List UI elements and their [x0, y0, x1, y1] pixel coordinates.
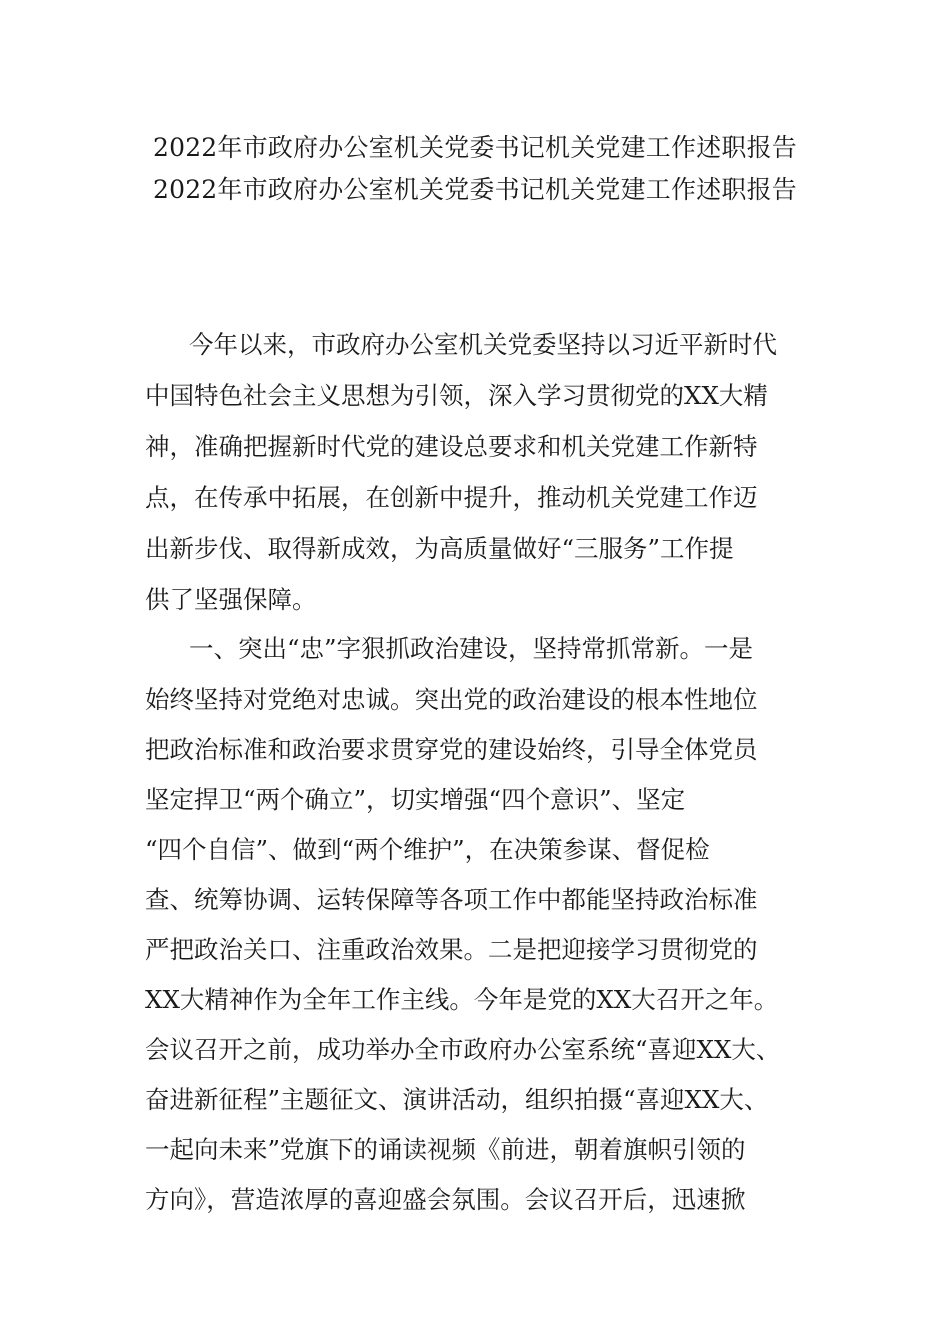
- paragraph-line: 方向》，营造浓厚的喜迎盛会氛围。会议召开后，迅速掀: [145, 1185, 746, 1214]
- paragraph-line: 一起向未来”党旗下的诵读视频《前进，朝着旗帜引领的: [145, 1135, 746, 1164]
- paragraph-line: 坚定捍卫“两个确立”，切实增强“四个意识”、坚定: [145, 785, 686, 814]
- paragraph-line: 今年以来，市政府办公室机关党委坚持以习近平新时代: [189, 330, 777, 359]
- paragraph-line: XX大精神作为全年工作主线。今年是党的XX大召开之年。: [145, 985, 779, 1014]
- paragraph-line: 严把政治关口、注重政治效果。二是把迎接学习贯彻党的: [145, 935, 758, 964]
- paragraph-line: 一、突出“忠”字狠抓政治建设，坚持常抓常新。一是: [189, 634, 754, 663]
- paragraph-line: 点，在传承中拓展，在创新中提升，推动机关党建工作迈: [145, 483, 758, 512]
- paragraph-line: 把政治标准和政治要求贯穿党的建设始终，引导全体党员: [145, 735, 758, 764]
- paragraph-line: 神，准确把握新时代党的建设总要求和机关党建工作新特: [145, 432, 758, 461]
- paragraph-line: 奋进新征程”主题征文、演讲活动，组织拍摄“喜迎XX大、: [145, 1085, 769, 1114]
- paragraph-line: 供了坚强保障。: [145, 585, 317, 614]
- paragraph-line: 始终坚持对党绝对忠诚。突出党的政治建设的根本性地位: [145, 685, 758, 714]
- paragraph-line: “四个自信”、做到“两个维护”，在决策参谋、督促检: [145, 835, 710, 864]
- paragraph-line: 会议召开之前，成功举办全市政府办公室系统“喜迎XX大、: [145, 1035, 781, 1064]
- paragraph-line: 查、统筹协调、运转保障等各项工作中都能坚持政治标准: [145, 885, 758, 914]
- paragraph-line: 中国特色社会主义思想为引领，深入学习贯彻党的XX大精: [145, 381, 768, 410]
- document-title-repeat: 2022年市政府办公室机关党委书记机关党建工作述职报告: [152, 175, 798, 204]
- paragraph-line: 出新步伐、取得新成效，为高质量做好“三服务”工作提: [145, 534, 734, 563]
- document-title: 2022年市政府办公室机关党委书记机关党建工作述职报告: [152, 133, 798, 162]
